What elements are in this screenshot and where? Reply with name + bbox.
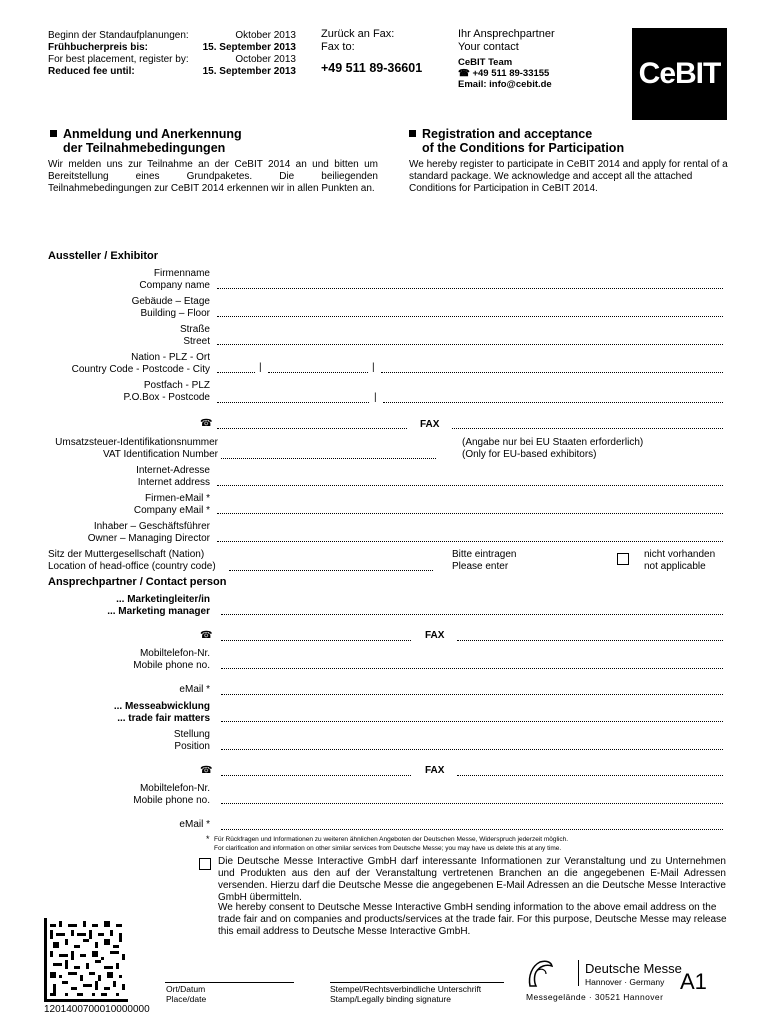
- schedule-value-2: 15. September 2013: [202, 42, 296, 53]
- footnote-text: Für Rückfragen und Informationen zu weiteren ähnlichen Angeboten der Deutschen Messe, Widerspruch jederzeit möglich. For clarification and information on other similar services from Deutsche Messe; you may have us delete this at any time.: [214, 836, 569, 852]
- city-input[interactable]: [381, 372, 723, 373]
- pobox-postcode-input[interactable]: [383, 402, 723, 403]
- country-code-input[interactable]: [217, 372, 255, 373]
- deutsche-messe-emblem-icon: [524, 958, 554, 990]
- building-input[interactable]: [217, 316, 723, 317]
- logo-divider: [578, 960, 579, 986]
- separator: |: [372, 362, 375, 373]
- bullet-square-icon: [409, 130, 416, 137]
- deutsche-messe-address: Messegelände · 30521 Hannover: [526, 992, 664, 1002]
- position-input[interactable]: [221, 749, 723, 750]
- registration-title-de-2: der Teilnahmebedingungen: [63, 141, 226, 155]
- marketing-fax-input[interactable]: [457, 640, 723, 641]
- place-date-line[interactable]: [165, 982, 294, 983]
- separator: |: [374, 392, 377, 403]
- head-office-label: Sitz der Muttergesellschaft (Nation) Location of head-office (country code): [48, 549, 216, 572]
- fax-block: [321, 28, 422, 75]
- trade-fair-phone-input[interactable]: [221, 775, 411, 776]
- contact-label-de: Ihr Ansprechpartner: [458, 28, 555, 40]
- trade-fair-email-input[interactable]: [221, 829, 723, 830]
- vat-note: (Angabe nur bei EU Staaten erforderlich) (Only for EU-based exhibitors): [462, 437, 644, 460]
- company-email-input[interactable]: [217, 513, 723, 514]
- consent-checkbox[interactable]: [199, 858, 211, 870]
- pobox-label: Postfach - PLZ P.O.Box - Postcode: [123, 380, 210, 403]
- form-code: A1: [680, 969, 707, 994]
- not-applicable-label: nicht vorhanden not applicable: [644, 549, 716, 572]
- schedule-block: [48, 30, 296, 78]
- not-applicable-checkbox[interactable]: [617, 553, 629, 565]
- phone-input[interactable]: [217, 428, 407, 429]
- schedule-label-3: For best placement, register by:: [48, 54, 189, 65]
- schedule-value-3: October 2013: [235, 54, 296, 65]
- email-label: eMail *: [179, 684, 210, 695]
- street-label: Straße Street: [179, 324, 210, 347]
- fax-label: FAX: [420, 419, 440, 430]
- company-email-label: Firmen-eMail * Company eMail *: [133, 493, 210, 516]
- marketing-email-input[interactable]: [221, 694, 723, 695]
- marketing-label: ... Marketingleiter/in ... Marketing manager: [107, 594, 210, 617]
- signature-label: Stempel/Rechtsverbindliche Unterschrift Stamp/Legally binding signature: [330, 984, 482, 1004]
- contact-label-en: Your contact: [458, 41, 519, 53]
- contact-block: [458, 28, 555, 90]
- phone-icon: ☎: [200, 630, 213, 641]
- contact-team: CeBIT Team: [458, 57, 513, 68]
- consent-text-en: We hereby consent to Deutsche Messe Interactive GmbH sending information to the above email address on the trade fair and on companies and products/services at the trade fair. For this purpose, Deutsche Messe may release this email address to Deutsche Messe Interactive GmbH.: [218, 902, 727, 937]
- pobox-input[interactable]: [217, 402, 369, 403]
- vat-label: Umsatzsteuer-Identifikationsnummer VAT Identification Number: [55, 437, 218, 460]
- schedule-value-1: Oktober 2013: [235, 30, 296, 41]
- owner-input[interactable]: [217, 541, 723, 542]
- phone-icon: ☎: [200, 765, 213, 776]
- contact-email: Email: info@cebit.de: [458, 79, 552, 90]
- email-label: eMail *: [179, 819, 210, 830]
- schedule-label-2: Frühbucherpreis bis:: [48, 42, 149, 53]
- mobile-label: Mobiltelefon-Nr. Mobile phone no.: [133, 783, 210, 806]
- marketing-input[interactable]: [221, 614, 723, 615]
- trade-fair-input[interactable]: [221, 721, 723, 722]
- please-enter-label: Bitte eintragen Please enter: [452, 549, 517, 572]
- contact-phone: ☎ +49 511 89-33155: [458, 68, 550, 79]
- registration-title-en-2: of the Conditions for Participation: [422, 141, 625, 155]
- datamatrix-barcode: [44, 918, 128, 1002]
- cebit-logo: CeBIT: [632, 28, 727, 120]
- marketing-phone-input[interactable]: [221, 640, 411, 641]
- schedule-label-4: Reduced fee until:: [48, 66, 135, 77]
- deutsche-messe-location: Hannover · Germany: [585, 977, 665, 987]
- trade-fair-fax-input[interactable]: [457, 775, 723, 776]
- registration-title-de-1: Anmeldung und Anerkennung: [63, 127, 242, 141]
- exhibitor-title: Aussteller / Exhibitor: [48, 250, 159, 262]
- fax-label: FAX: [425, 630, 445, 641]
- barcode-number: 1201400700010000000: [44, 1004, 150, 1015]
- fax-label-de: Zurück an Fax:: [321, 28, 395, 40]
- internet-label: Internet-Adresse Internet address: [136, 465, 210, 488]
- registration-text-en: We hereby register to participate in CeBIT 2014 and apply for rental of a standard package. We acknowledge and accept all the attached Conditions for Participation in CeBIT 2014.: [409, 159, 728, 194]
- vat-input[interactable]: [221, 458, 436, 459]
- trade-fair-mobile-input[interactable]: [221, 803, 723, 804]
- company-label: Firmenname Company name: [139, 268, 210, 291]
- mobile-label: Mobiltelefon-Nr. Mobile phone no.: [133, 648, 210, 671]
- registration-title-en: [409, 127, 624, 155]
- fax-label: FAX: [425, 765, 445, 776]
- schedule-value-4: 15. September 2013: [202, 66, 296, 77]
- phone-icon: ☎: [200, 418, 213, 429]
- bullet-square-icon: [50, 130, 57, 137]
- building-label: Gebäude – Etage Building – Floor: [131, 296, 210, 319]
- place-date-label: Ort/Datum Place/date: [166, 984, 207, 1004]
- country-label: Nation - PLZ - Ort Country Code - Postcode - City: [71, 352, 210, 375]
- deutsche-messe-name: Deutsche Messe: [585, 961, 682, 976]
- schedule-label-1: Beginn der Standaufplanungen:: [48, 30, 189, 41]
- fax-input[interactable]: [452, 428, 723, 429]
- position-label: Stellung Position: [173, 729, 210, 752]
- separator: |: [259, 362, 262, 373]
- registration-title-de: [50, 127, 242, 155]
- registration-title-en-1: Registration and acceptance: [422, 127, 593, 141]
- postcode-input[interactable]: [268, 372, 368, 373]
- street-input[interactable]: [217, 344, 723, 345]
- trade-fair-label: ... Messeabwicklung ... trade fair matters: [113, 701, 210, 724]
- owner-label: Inhaber – Geschäftsführer Owner – Managing Director: [87, 521, 210, 544]
- consent-text-de: Die Deutsche Messe Interactive GmbH darf interessante Informationen zur Veranstaltung und zu Unternehmen und Produkten aus den auf der Veranstaltung vertretenen Branchen an die angegebenen E-Mail Adressen versenden. Hierzu darf die Deutsche Messe die angegebenen E-Mail Adressen an die Deutsche Messe Interactive GmbH übermitteln.: [218, 856, 726, 903]
- head-office-input[interactable]: [229, 570, 433, 571]
- fax-label-en: Fax to:: [321, 41, 355, 53]
- contact-title: Ansprechpartner / Contact person: [48, 576, 227, 588]
- signature-line[interactable]: [330, 982, 504, 983]
- registration-text-de: Wir melden uns zur Teilnahme an der CeBIT 2014 an und bitten um Bereitstellung eines Grundpaketes. Die beiliegenden Teilnahmebedingungen zur CeBIT 2014 erkennen wir in allen Punkten an.: [48, 159, 378, 194]
- fax-number: +49 511 89-36601: [321, 61, 423, 75]
- marketing-mobile-input[interactable]: [221, 668, 723, 669]
- footnote-star: *: [206, 834, 210, 844]
- internet-input[interactable]: [217, 485, 723, 486]
- company-input[interactable]: [217, 288, 723, 289]
